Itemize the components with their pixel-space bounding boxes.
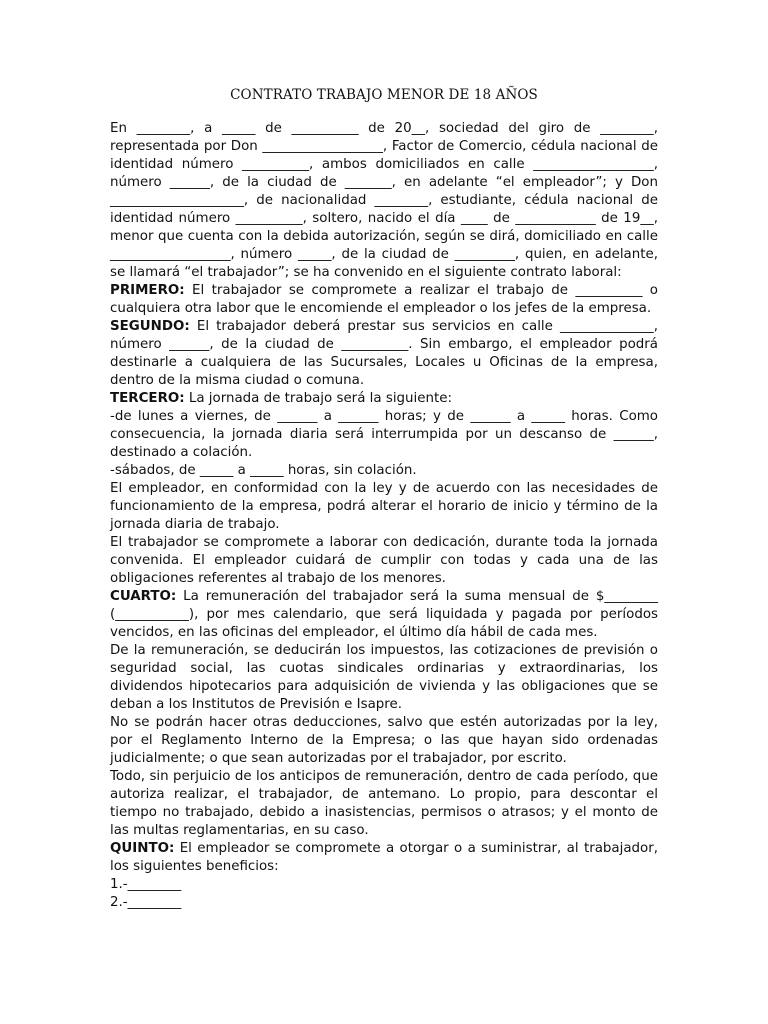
clause-tercero: [110, 390, 658, 408]
clause-primero: [110, 282, 658, 318]
document-title: CONTRATO TRABAJO MENOR DE 18 AÑOS: [230, 87, 538, 103]
document-body: [110, 120, 658, 912]
clause-quinto-label: QUINTO:: [110, 841, 175, 856]
clause-cuarto-text: La remuneración del trabajador será la suma mensual de $________ (___________), por mes calendario, que será liquidada y pagada por períodos vencidos, en las oficinas del empleador, el último día hábil de cada mes.: [110, 589, 658, 640]
tercero-dedication: El trabajador se compromete a laborar con dedicación, durante toda la jornada convenida. El empleador cuidará de cumplir con todas y cada una de las obligaciones referentes al trabajo de los menores.: [110, 535, 658, 586]
tercero-weekday-schedule: -de lunes a viernes, de ______ a ______ horas; y de ______ a _____ horas. Como consecuencia, la jornada diaria será interrumpida por un descanso de ______, destinado a colación.: [110, 409, 658, 460]
clause-tercero-label: TERCERO:: [110, 391, 185, 406]
clause-cuarto-label: CUARTO:: [110, 589, 177, 604]
intro-paragraph: En ________, a _____ de __________ de 20__, sociedad del giro de ________, representada por Don __________________, Factor de Comercio, cédula nacional de identidad número __________, ambos domiciliados en calle __________________, número ______, de la ciudad de _______, en adelante “el empleador”; y Don ____________________, de nacionalidad ________, estudiante, cédula nacional de identidad número __________, soltero, nacido el día ____ de ____________ de 19__, menor que cuenta con la debida autorización, según se dirá, domiciliado en calle __________________, número _____, de la ciudad de _________, quien, en adelante, se llamará “el trabajador”; se ha convenido en el siguiente contrato laboral:: [110, 121, 658, 280]
cuarto-other-deductions: No se podrán hacer otras deducciones, salvo que estén autorizadas por la ley, por el Reglamento Interno de la Empresa; o las que hayan sido ordenadas judicialmente; o que sean autorizadas por el trabajador, por escrito.: [110, 715, 658, 766]
tercero-saturday-schedule: -sábados, de _____ a _____ horas, sin colación.: [110, 463, 417, 478]
tercero-schedule-changes: El empleador, en conformidad con la ley y de acuerdo con las necesidades de funcionamiento de la empresa, podrá alterar el horario de inicio y término de la jornada diaria de trabajo.: [110, 481, 658, 532]
cuarto-deductions: De la remuneración, se deducirán los impuestos, las cotizaciones de previsión o seguridad social, las cuotas sindicales ordinarias y extraordinarias, los dividendos hipotecarios para adquisición de vivienda y las obligaciones que se deban a los Institutos de Previsión e Isapre.: [110, 643, 658, 712]
clause-primero-label: PRIMERO:: [110, 283, 185, 298]
clause-segundo: [110, 318, 658, 390]
clause-tercero-text: La jornada de trabajo será la siguiente:: [184, 391, 452, 406]
clause-primero-text: El trabajador se compromete a realizar el trabajo de __________ o cualquiera otra labor que le encomiende el empleador o los jefes de la empresa.: [110, 283, 658, 316]
clause-quinto-text: El empleador se compromete a otorgar o a suministrar, al trabajador, los siguientes beneficios:: [110, 841, 658, 874]
quinto-benefit-item-1: 1.-________: [110, 877, 182, 892]
clause-segundo-label: SEGUNDO:: [110, 319, 190, 334]
quinto-benefit-item-2: 2.-________: [110, 895, 182, 910]
cuarto-advances: Todo, sin perjuicio de los anticipos de remuneración, dentro de cada período, que autoriza realizar, el trabajador, de antemano. Lo propio, para descontar el tiempo no trabajado, debido a inasistencias, permisos o atrasos; y el monto de las multas reglamentarias, en su caso.: [110, 769, 658, 838]
clause-quinto: [110, 840, 658, 876]
clause-segundo-text: El trabajador deberá prestar sus servicios en calle ______________, número ______, de la ciudad de __________. Sin embargo, el empleador podrá destinarle a cualquiera de las Sucursales, Locales u Oficinas de la empresa, dentro de la misma ciudad o comuna.: [110, 319, 658, 388]
clause-cuarto: [110, 588, 658, 642]
